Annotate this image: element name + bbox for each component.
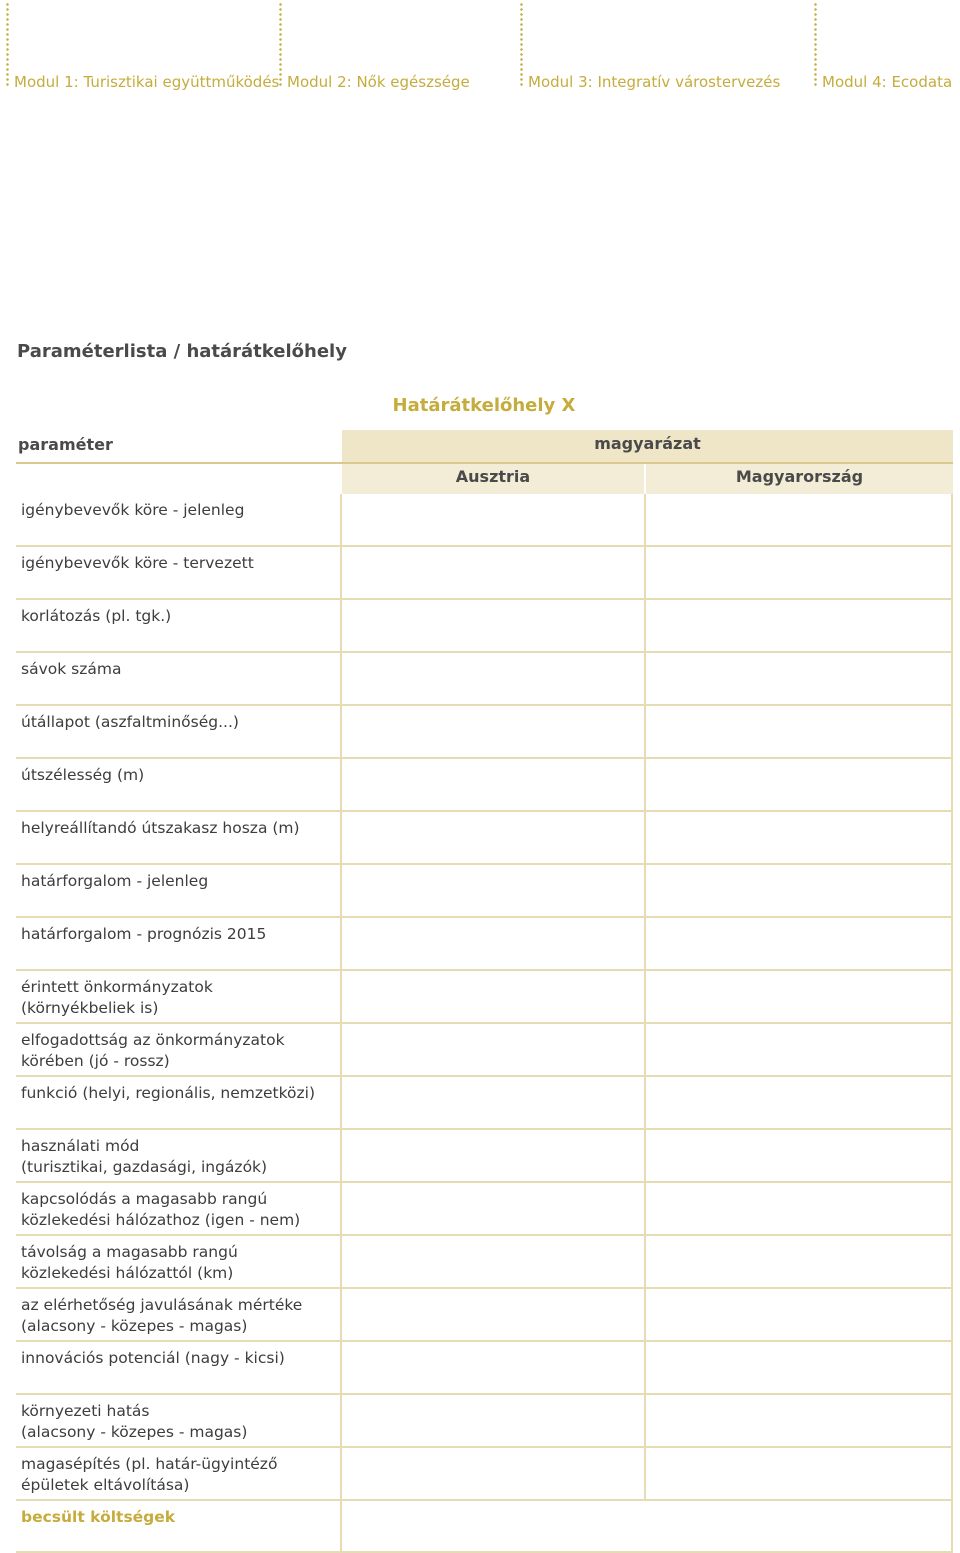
table-subheader-row — [16, 462, 953, 494]
austria-cell[interactable] — [340, 971, 644, 1022]
austria-cell[interactable] — [340, 1395, 644, 1446]
table-row — [16, 1501, 953, 1553]
param-label: kapcsolódás a magasabb rangú közlekedési hálózathoz (igen - nem) — [21, 1190, 301, 1229]
austria-cell[interactable] — [340, 1501, 644, 1552]
header-param: paraméter — [18, 435, 113, 454]
table-row — [16, 1183, 953, 1236]
param-cell — [16, 1289, 340, 1340]
param-label: határforgalom - jelenleg — [21, 872, 209, 890]
param-cell — [16, 1130, 340, 1181]
table-row — [16, 547, 953, 600]
table-row — [16, 1342, 953, 1395]
austria-cell[interactable] — [340, 759, 644, 810]
parameter-table — [16, 430, 953, 1526]
hungary-cell[interactable] — [644, 865, 953, 916]
table-row — [16, 759, 953, 812]
module-navigation — [0, 0, 960, 100]
hungary-cell[interactable] — [644, 547, 953, 598]
param-label: határforgalom - prognózis 2015 — [21, 925, 267, 943]
table-row — [16, 1130, 953, 1183]
param-cell — [16, 759, 340, 810]
header-austria: Ausztria — [342, 464, 644, 494]
page-title: Paraméterlista / határátkelőhely — [17, 341, 347, 362]
nav-module-4-label[interactable]: Modul 4: Ecodata — [822, 73, 953, 91]
austria-cell[interactable] — [340, 494, 644, 545]
austria-cell[interactable] — [340, 812, 644, 863]
param-label: használati mód (turisztikai, gazdasági, ingázók) — [21, 1137, 268, 1176]
param-cell — [16, 494, 340, 545]
austria-cell[interactable] — [340, 547, 644, 598]
hungary-cell[interactable] — [644, 1501, 953, 1552]
param-label: innovációs potenciál (nagy - kicsi) — [21, 1349, 285, 1367]
table-row — [16, 653, 953, 706]
param-cell — [16, 1077, 340, 1128]
hungary-cell[interactable] — [644, 1077, 953, 1128]
hungary-cell[interactable] — [644, 1395, 953, 1446]
table-row — [16, 918, 953, 971]
austria-cell[interactable] — [340, 653, 644, 704]
param-cell — [16, 653, 340, 704]
table-row — [16, 1236, 953, 1289]
table-header-row — [16, 430, 953, 462]
dotted-divider — [279, 2, 282, 88]
nav-module-2-label[interactable]: Modul 2: Nők egészsége — [287, 73, 470, 91]
header-hungary: Magyarország — [646, 464, 953, 494]
hungary-cell[interactable] — [644, 706, 953, 757]
param-cell — [16, 1342, 340, 1393]
hungary-cell[interactable] — [644, 494, 953, 545]
param-label: elfogadottság az önkormányzatok körében (jó - rossz) — [21, 1031, 285, 1070]
hungary-cell[interactable] — [644, 1183, 953, 1234]
austria-cell[interactable] — [340, 706, 644, 757]
table-row — [16, 494, 953, 547]
table-row — [16, 1077, 953, 1130]
dotted-divider — [6, 2, 9, 88]
param-cell — [16, 865, 340, 916]
austria-cell[interactable] — [340, 865, 644, 916]
table-row — [16, 1289, 953, 1342]
param-cell — [16, 1395, 340, 1446]
hungary-cell[interactable] — [644, 600, 953, 651]
param-label: az elérhetőség javulásának mértéke (alacsony - közepes - magas) — [21, 1296, 303, 1335]
param-cell — [16, 547, 340, 598]
austria-cell[interactable] — [340, 1130, 644, 1181]
austria-cell[interactable] — [340, 1077, 644, 1128]
table-row — [16, 600, 953, 653]
austria-cell[interactable] — [340, 600, 644, 651]
table-row — [16, 706, 953, 759]
param-label: korlátozás (pl. tgk.) — [21, 607, 172, 625]
param-label: igénybevevők köre - jelenleg — [21, 501, 245, 519]
austria-cell[interactable] — [340, 1236, 644, 1287]
hungary-cell[interactable] — [644, 1236, 953, 1287]
table-row — [16, 1024, 953, 1077]
param-label: útszélesség (m) — [21, 766, 145, 784]
dotted-divider — [814, 2, 817, 88]
nav-module-1-label[interactable]: Modul 1: Turisztikai együttműködés — [14, 73, 280, 91]
hungary-cell[interactable] — [644, 759, 953, 810]
param-cell — [16, 1501, 340, 1552]
hungary-cell[interactable] — [644, 1024, 953, 1075]
austria-cell[interactable] — [340, 1289, 644, 1340]
table-title: Határátkelőhely X — [392, 395, 576, 416]
hungary-cell[interactable] — [644, 653, 953, 704]
param-label: becsült költségek — [21, 1508, 176, 1526]
hungary-cell[interactable] — [644, 971, 953, 1022]
hungary-cell[interactable] — [644, 918, 953, 969]
hungary-cell[interactable] — [644, 812, 953, 863]
param-cell — [16, 1448, 340, 1499]
table-row — [16, 812, 953, 865]
hungary-cell[interactable] — [644, 1448, 953, 1499]
table-row — [16, 1395, 953, 1448]
param-label: helyreállítandó útszakasz hosza (m) — [21, 819, 300, 837]
hungary-cell[interactable] — [644, 1130, 953, 1181]
param-label: érintett önkormányzatok (környékbeliek is) — [21, 978, 213, 1017]
param-cell — [16, 918, 340, 969]
header-explanation: magyarázat — [342, 430, 953, 462]
austria-cell[interactable] — [340, 1024, 644, 1075]
table-row — [16, 1448, 953, 1501]
param-cell — [16, 1183, 340, 1234]
nav-module-3-label[interactable]: Modul 3: Integratív várostervezés — [528, 73, 781, 91]
param-cell — [16, 812, 340, 863]
dotted-divider — [520, 2, 523, 88]
table-row — [16, 971, 953, 1024]
param-label: magasépítés (pl. határ-ügyintéző épületek eltávolítása) — [21, 1455, 278, 1494]
param-label: sávok száma — [21, 660, 122, 678]
param-cell — [16, 706, 340, 757]
hungary-cell[interactable] — [644, 1289, 953, 1340]
param-cell — [16, 600, 340, 651]
param-label: távolság a magasabb rangú közlekedési hálózattól (km) — [21, 1243, 238, 1282]
param-label: környezeti hatás (alacsony - közepes - magas) — [21, 1402, 248, 1441]
austria-cell[interactable] — [340, 1342, 644, 1393]
table-row — [16, 865, 953, 918]
austria-cell[interactable] — [340, 1183, 644, 1234]
param-label: útállapot (aszfaltminőség...) — [21, 713, 239, 731]
austria-cell[interactable] — [340, 1448, 644, 1499]
param-cell — [16, 1024, 340, 1075]
austria-cell[interactable] — [340, 918, 644, 969]
param-cell — [16, 971, 340, 1022]
param-label: funkció (helyi, regionális, nemzetközi) — [21, 1084, 316, 1102]
hungary-cell[interactable] — [644, 1342, 953, 1393]
param-label: igénybevevők köre - tervezett — [21, 554, 254, 572]
param-cell — [16, 1236, 340, 1287]
